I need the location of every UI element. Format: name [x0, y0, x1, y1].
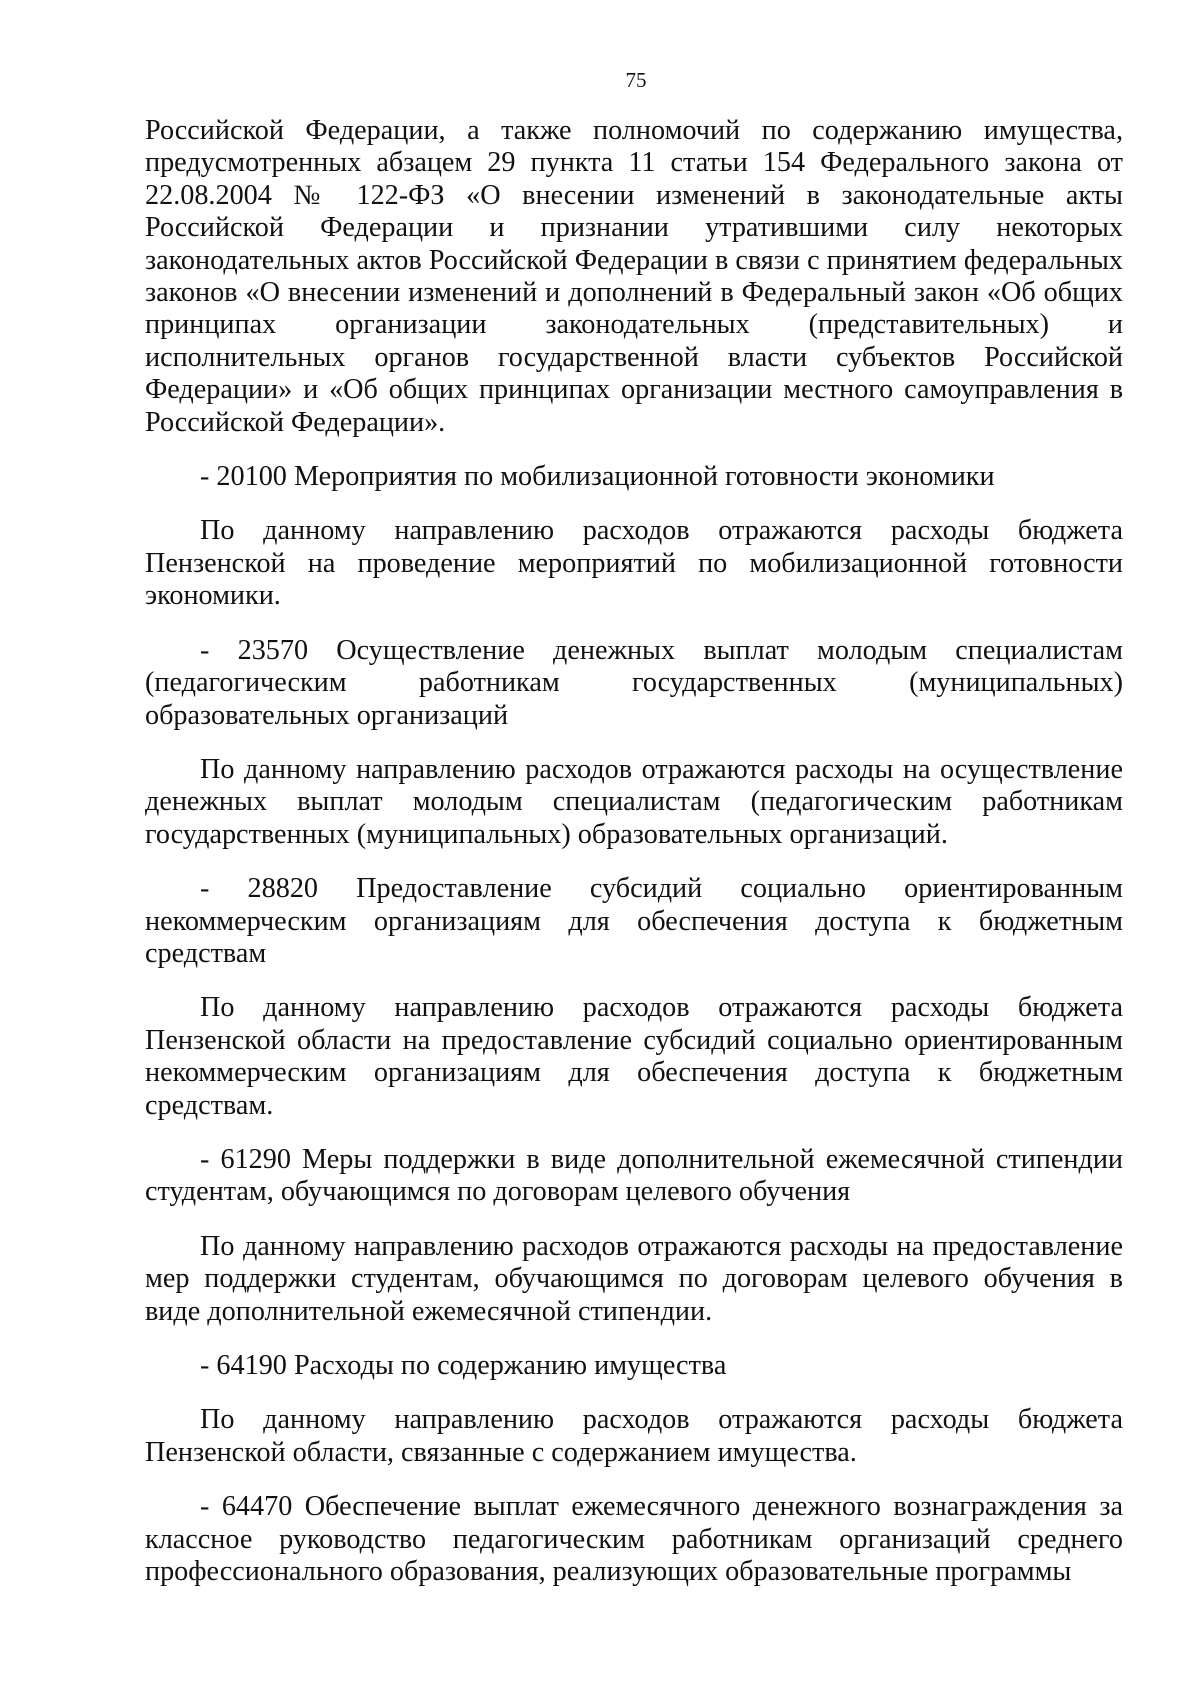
section-heading-64470: - 64470 Обеспечение выплат ежемесячного денежного вознаграждения за классное руководство педагогическим работникам организаций среднего профессионального образования, реализующих образовательные программы — [145, 1491, 1123, 1588]
paragraph-61290-description: По данному направлению расходов отражаются расходы на предоставление мер поддержки студентам, обучающимся по договорам целевого обучения в виде дополнительной ежемесячной стипендии. — [145, 1230, 1123, 1327]
paragraph-23570-description: По данному направлению расходов отражаются расходы на осуществление денежных выплат молодым специалистам (педагогическим работникам государственных (муниципальных) образовательных организаций. — [145, 753, 1123, 850]
section-heading-23570: - 23570 Осуществление денежных выплат молодым специалистам (педагогическим работникам государственных (муниципальных) образовательных организаций — [145, 634, 1123, 731]
section-heading-61290: - 61290 Меры поддержки в виде дополнительной ежемесячной стипендии студентам, обучающимся по договорам целевого обучения — [145, 1143, 1123, 1208]
paragraph-continuation: Российской Федерации, а также полномочий по содержанию имущества, предусмотренных абзацем 29 пункта 11 статьи 154 Федерального закона от 22.08.2004 № 122-ФЗ «О внесении изменений в законодательные акты Российской Федерации и признании утратившими силу некоторых законодательных актов Российской Федерации в связи с принятием федеральных законов «О внесении изменений и дополнений в Федеральный закон «Об общих принципах организации законодательных (представительных) и исполнительных органов государственной власти субъектов Российской Федерации» и «Об общих принципах организации местного самоуправления в Российской Федерации». — [145, 115, 1123, 438]
document-body — [145, 115, 1123, 1588]
section-heading-64190: - 64190 Расходы по содержанию имущества — [200, 1350, 727, 1381]
paragraph-64190-description: По данному направлению расходов отражаются расходы бюджета Пензенской области, связанные с содержанием имущества. — [145, 1404, 1123, 1468]
paragraph-28820-description: По данному направлению расходов отражаются расходы бюджета Пензенской области на предоставление субсидий социально ориентированным некоммерческим организациям для обеспечения доступа к бюджетным средствам. — [145, 992, 1123, 1121]
section-heading-20100: - 20100 Мероприятия по мобилизационной готовности экономики — [200, 461, 995, 493]
paragraph-20100-description: По данному направлению расходов отражаются расходы бюджета Пензенской на проведение мероприятий по мобилизационной готовности экономики. — [145, 515, 1123, 612]
section-heading-28820: - 28820 Предоставление субсидий социально ориентированным некоммерческим организациям для обеспечения доступа к бюджетным средствам — [145, 873, 1123, 969]
page-number: 75 — [625, 68, 647, 92]
